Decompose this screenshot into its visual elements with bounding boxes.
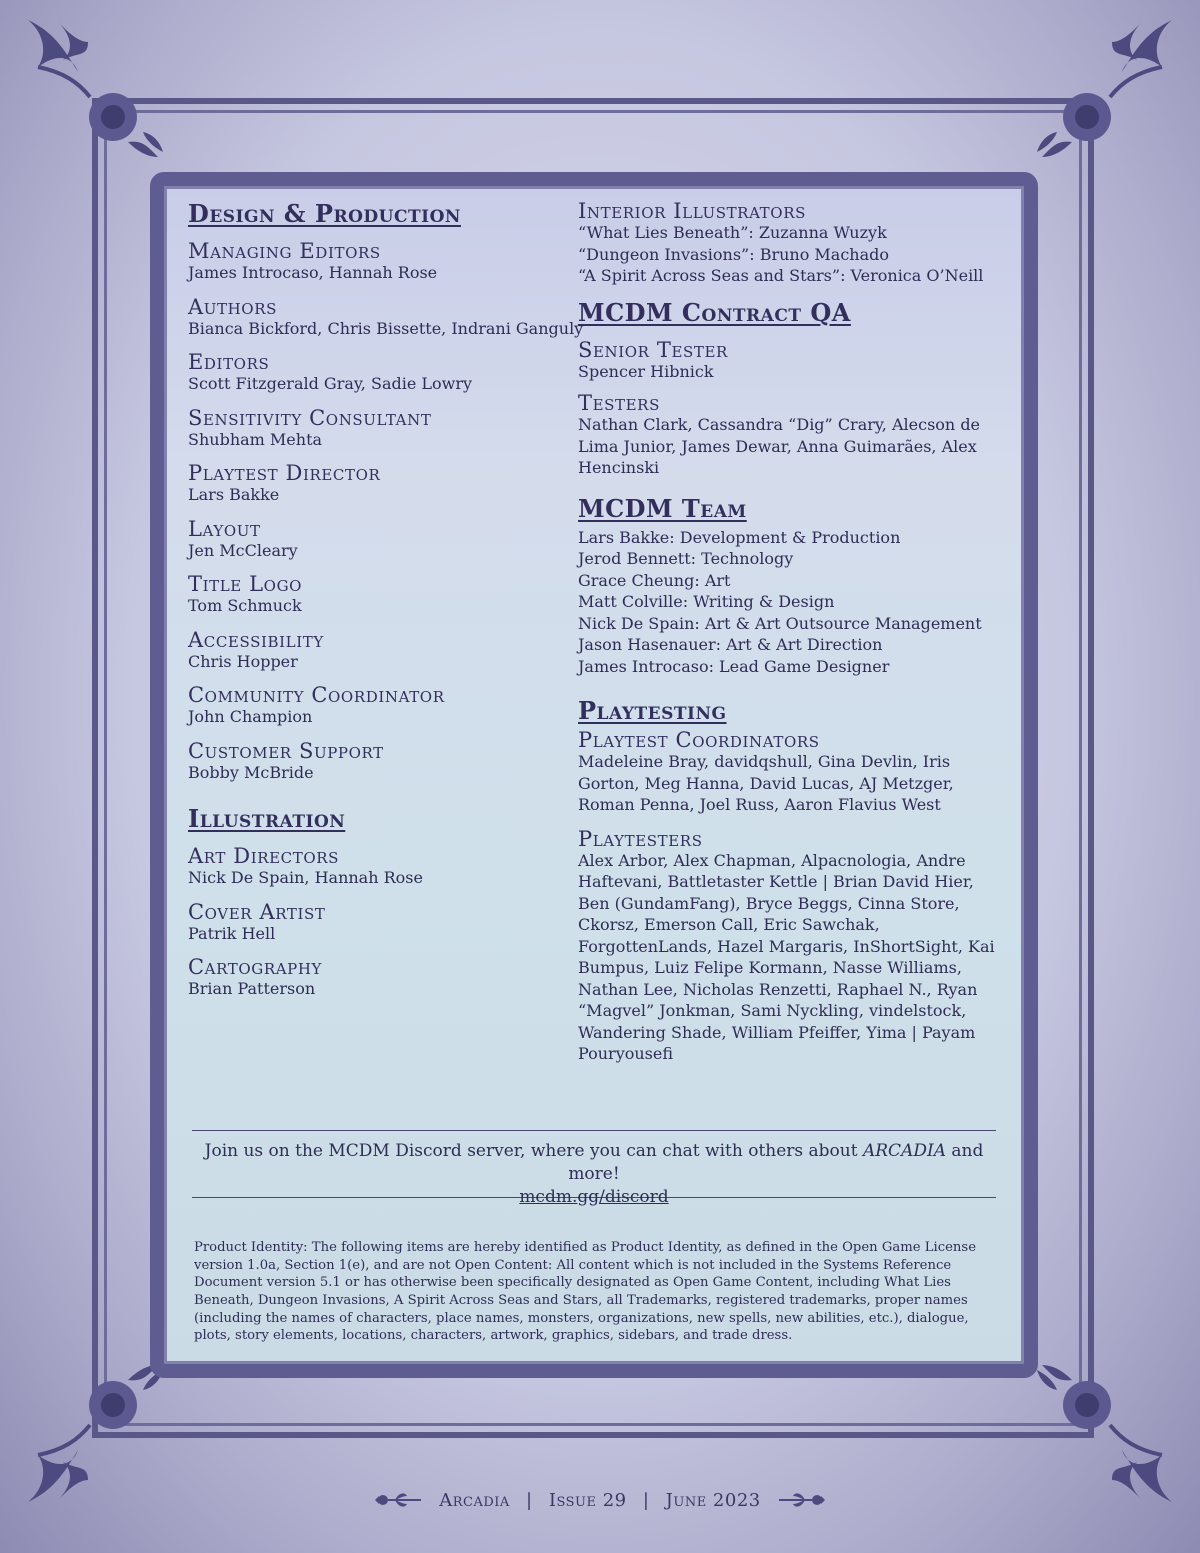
credit-group <box>188 518 568 562</box>
team-line: Jason Hasenauer: Art & Art Direction <box>578 635 883 654</box>
section-title-mcdm-team: MCDM Team <box>578 493 747 523</box>
team-line: Grace Cheung: Art <box>578 570 731 590</box>
credit-names: Chris Hopper <box>188 651 298 671</box>
credit-names: Spencer Hibnick <box>578 361 714 381</box>
credit-role: Editors <box>188 350 270 374</box>
footer-separator: | <box>642 1489 650 1511</box>
credit-role: Playtest Director <box>188 461 381 485</box>
credit-group <box>188 740 568 784</box>
credit-names: Bianca Bickford, Chris Bissette, Indrani Ganguly <box>188 318 584 338</box>
credit-names: Madeleine Bray, davidqshull, Gina Devlin, Iris Gorton, Meg Hanna, David Lucas, AJ Metzger, Roman Penna, Joel Russ, Aaron Flavius West <box>578 752 954 814</box>
fleuron-right-icon <box>777 1488 827 1512</box>
credit-role: Testers <box>578 391 660 415</box>
credit-role: Layout <box>188 516 261 541</box>
footer-separator: | <box>526 1489 533 1511</box>
credit-names: Patrik Hell <box>188 923 276 943</box>
credit-role: Title Logo <box>188 572 303 596</box>
credit-names: James Introcaso, Hannah Rose <box>188 263 438 282</box>
credit-group <box>188 294 584 340</box>
credit-names: Bobby McBride <box>188 762 314 782</box>
credit-group <box>188 407 568 451</box>
credit-names: Alex Arbor, Alex Chapman, Alpacnologia, Andre Haftevani, Battletaster Kettle | Brian David Hier, Ben (GundamFang), Bryce Beggs, Cinna Store, Ckorsz, Emerson Call, Eric Sawchak, ForgottenLands, Hazel Margaris, InShortSight, Kai Bumpus, Luiz Felipe Kormann, Nasse Williams, Nathan Lee, Nicholas Renzetti, Raphael N., Ryan “Magvel” Jonkman, Sami Nyckling, vindelstock, Wandering Shade, William Pfeiffer, Yima | Payam Pouryousefi <box>578 850 995 1063</box>
credit-names: Lars Bakke <box>188 485 280 504</box>
product-identity-notice: Product Identity: The following items are hereby identified as Product Identity, as defined in the Open Game License version 1.0a, Section 1(e), and are not Open Content: All content which is not included in the Systems Reference Document version 5.1 or has otherwise been specifically designated as Open Game Content, including What Lies Beneath, Dungeon Invasions, A Spirit Across Seas and Stars, all Trademarks, registered trademarks, proper names (including the names of characters, place names, monsters, organizations, new spells, new abilities, etc.), dialogue, plots, story elements, locations, characters, artwork, graphics, sidebars, and trade dress. <box>194 1240 976 1344</box>
credit-role: Playtest Coordinators <box>578 728 820 752</box>
team-line: Nick De Spain: Art & Art Outsource Management <box>578 613 982 633</box>
credit-names: Jen McCleary <box>188 540 298 560</box>
credit-group <box>188 956 568 1000</box>
team-line: Jerod Bennett: Technology <box>578 549 794 568</box>
credit-names: Brian Patterson <box>188 979 316 998</box>
credit-group <box>188 573 568 617</box>
credit-line: “A Spirit Across Seas and Stars”: Veronica O’Neill <box>578 266 984 285</box>
credit-line: “Dungeon Invasions”: Bruno Machado <box>578 244 890 264</box>
footer-issue: Issue 29 <box>548 1489 627 1511</box>
credit-role: Cover Artist <box>188 899 326 924</box>
credits-left-column <box>188 199 584 1012</box>
credit-names: Nick De Spain, Hannah Rose <box>188 868 423 887</box>
credit-names: John Champion <box>188 707 313 726</box>
credit-names: Tom Schmuck <box>188 596 302 615</box>
credit-role: Managing Editors <box>188 239 381 263</box>
credit-group <box>188 845 568 889</box>
discord-text: Join us on the MCDM Discord server, where you can chat with others about ARCADIA and more! <box>204 1141 984 1184</box>
team-line: Lars Bakke: Development & Production <box>578 527 901 547</box>
credit-role: Cartography <box>188 955 323 979</box>
credit-role: Playtesters <box>578 826 703 851</box>
credit-group <box>578 339 1008 383</box>
credit-group <box>188 901 568 945</box>
credit-group <box>188 684 568 728</box>
credit-role: Senior Tester <box>578 337 728 362</box>
credit-names: Nathan Clark, Cassandra “Dig” Crary, Alecson de Lima Junior, James Dewar, Anna Guimarães, Alex Hencinski <box>578 415 981 477</box>
page-footer <box>0 1488 1200 1512</box>
credit-role: Sensitivity Consultant <box>188 405 432 430</box>
credit-group <box>188 629 568 673</box>
corner-ornament-top-right-icon <box>1032 12 1182 162</box>
section-title-playtesting: Playtesting <box>578 696 727 725</box>
team-list <box>578 527 1008 678</box>
credit-role: Customer Support <box>188 738 384 763</box>
credit-group <box>578 200 1008 287</box>
credit-group <box>578 828 1008 1065</box>
credit-role: Art Directors <box>188 844 340 868</box>
credit-role: Community Coordinator <box>188 683 445 707</box>
credit-group <box>578 729 1008 816</box>
credit-names: Scott Fitzgerald Gray, Sadie Lowry <box>188 374 473 393</box>
team-line: Matt Colville: Writing & Design <box>578 592 835 611</box>
credit-group <box>188 240 568 284</box>
fleuron-left-icon <box>373 1488 423 1512</box>
section-title-contract-qa: MCDM Contract QA <box>578 297 851 327</box>
footer-date: June 2023 <box>665 1489 761 1511</box>
credit-role: Accessibility <box>188 627 324 652</box>
credit-line: “What Lies Beneath”: Zuzanna Wuzyk <box>578 223 887 242</box>
corner-ornament-top-left-icon <box>18 12 168 162</box>
credit-group <box>188 351 568 395</box>
credit-group <box>188 462 568 506</box>
section-title-illustration: Illustration <box>188 804 346 833</box>
footer-magazine: Arcadia <box>439 1489 510 1511</box>
credit-group <box>578 392 1008 479</box>
discord-banner <box>192 1130 996 1207</box>
credit-names: Shubham Mehta <box>188 429 323 449</box>
team-line: James Introcaso: Lead Game Designer <box>578 656 890 676</box>
discord-emphasis: ARCADIA <box>862 1141 946 1161</box>
credit-role: Interior Illustrators <box>578 199 806 223</box>
credits-right-column <box>578 200 1008 1075</box>
credit-role: Authors <box>188 294 277 319</box>
discord-link[interactable]: mcdm.gg/discord <box>519 1187 669 1207</box>
section-title-design-production: Design & Production <box>188 199 461 228</box>
